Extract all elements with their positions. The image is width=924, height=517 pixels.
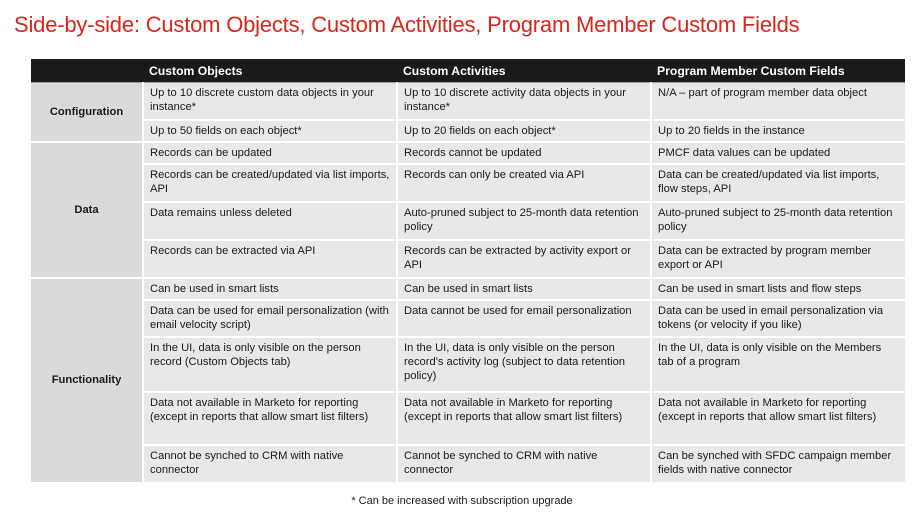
table-cell: Records can be extracted by activity export or API [397, 240, 651, 278]
table-cell: Data can be used for email personalization (with email velocity script) [143, 300, 397, 337]
table-cell: Data not available in Marketo for reporting (except in reports that allow smart list filters) [651, 392, 905, 445]
table-cell: Records can be created/updated via list imports, API [143, 164, 397, 202]
table-cell: Can be used in smart lists [143, 278, 397, 300]
table-cell: Data not available in Marketo for reporting (except in reports that allow smart list filters) [397, 392, 651, 445]
table-row [31, 120, 905, 142]
category-functionality: Functionality [31, 278, 143, 483]
table-row [31, 202, 905, 240]
table-cell: Up to 10 discrete activity data objects in your instance* [397, 83, 651, 120]
table-row [31, 240, 905, 278]
table-cell: N/A – part of program member data object [651, 83, 905, 120]
table-row [31, 300, 905, 337]
table-cell: In the UI, data is only visible on the person record (Custom Objects tab) [143, 337, 397, 392]
header-program-member-custom-fields: Program Member Custom Fields [651, 59, 905, 83]
table-cell: Data can be created/updated via list imports, flow steps, API [651, 164, 905, 202]
category-configuration: Configuration [31, 83, 143, 142]
table-cell: Records can be updated [143, 142, 397, 164]
table-row [31, 83, 905, 120]
table-cell: Cannot be synched to CRM with native connector [143, 445, 397, 483]
table-cell: PMCF data values can be updated [651, 142, 905, 164]
table-row [31, 392, 905, 445]
table-cell: Can be used in smart lists and flow steps [651, 278, 905, 300]
table-cell: Up to 20 fields on each object* [397, 120, 651, 142]
comparison-table [31, 59, 905, 484]
header-row [31, 59, 905, 83]
table-cell: Records can only be created via API [397, 164, 651, 202]
table-row [31, 142, 905, 164]
header-corner [31, 59, 143, 83]
table-cell: Up to 50 fields on each object* [143, 120, 397, 142]
table-cell: Data remains unless deleted [143, 202, 397, 240]
table-cell: In the UI, data is only visible on the person record's activity log (subject to data retention policy) [397, 337, 651, 392]
table-row [31, 445, 905, 483]
page-title: Side-by-side: Custom Objects, Custom Activities, Program Member Custom Fields [14, 12, 800, 37]
header-custom-activities: Custom Activities [397, 59, 651, 83]
table-row [31, 278, 905, 300]
table-cell: Records can be extracted via API [143, 240, 397, 278]
table-cell: Can be synched with SFDC campaign member fields with native connector [651, 445, 905, 483]
table-cell: Cannot be synched to CRM with native connector [397, 445, 651, 483]
table-cell: Data not available in Marketo for reporting (except in reports that allow smart list filters) [143, 392, 397, 445]
table-cell: Auto-pruned subject to 25-month data retention policy [651, 202, 905, 240]
table-row [31, 164, 905, 202]
table-cell: Data can be used in email personalization via tokens (or velocity if you like) [651, 300, 905, 337]
table-cell: Can be used in smart lists [397, 278, 651, 300]
table-cell: Data can be extracted by program member export or API [651, 240, 905, 278]
header-custom-objects: Custom Objects [143, 59, 397, 83]
category-data: Data [31, 142, 143, 278]
table-cell: Up to 10 discrete custom data objects in your instance* [143, 83, 397, 120]
table-row [31, 337, 905, 392]
table-cell: Data cannot be used for email personalization [397, 300, 651, 337]
footnote: * Can be increased with subscription upgrade [351, 495, 573, 507]
table-cell: Auto-pruned subject to 25-month data retention policy [397, 202, 651, 240]
table-cell: Records cannot be updated [397, 142, 651, 164]
table-cell: In the UI, data is only visible on the Members tab of a program [651, 337, 905, 392]
table-cell: Up to 20 fields in the instance [651, 120, 905, 142]
